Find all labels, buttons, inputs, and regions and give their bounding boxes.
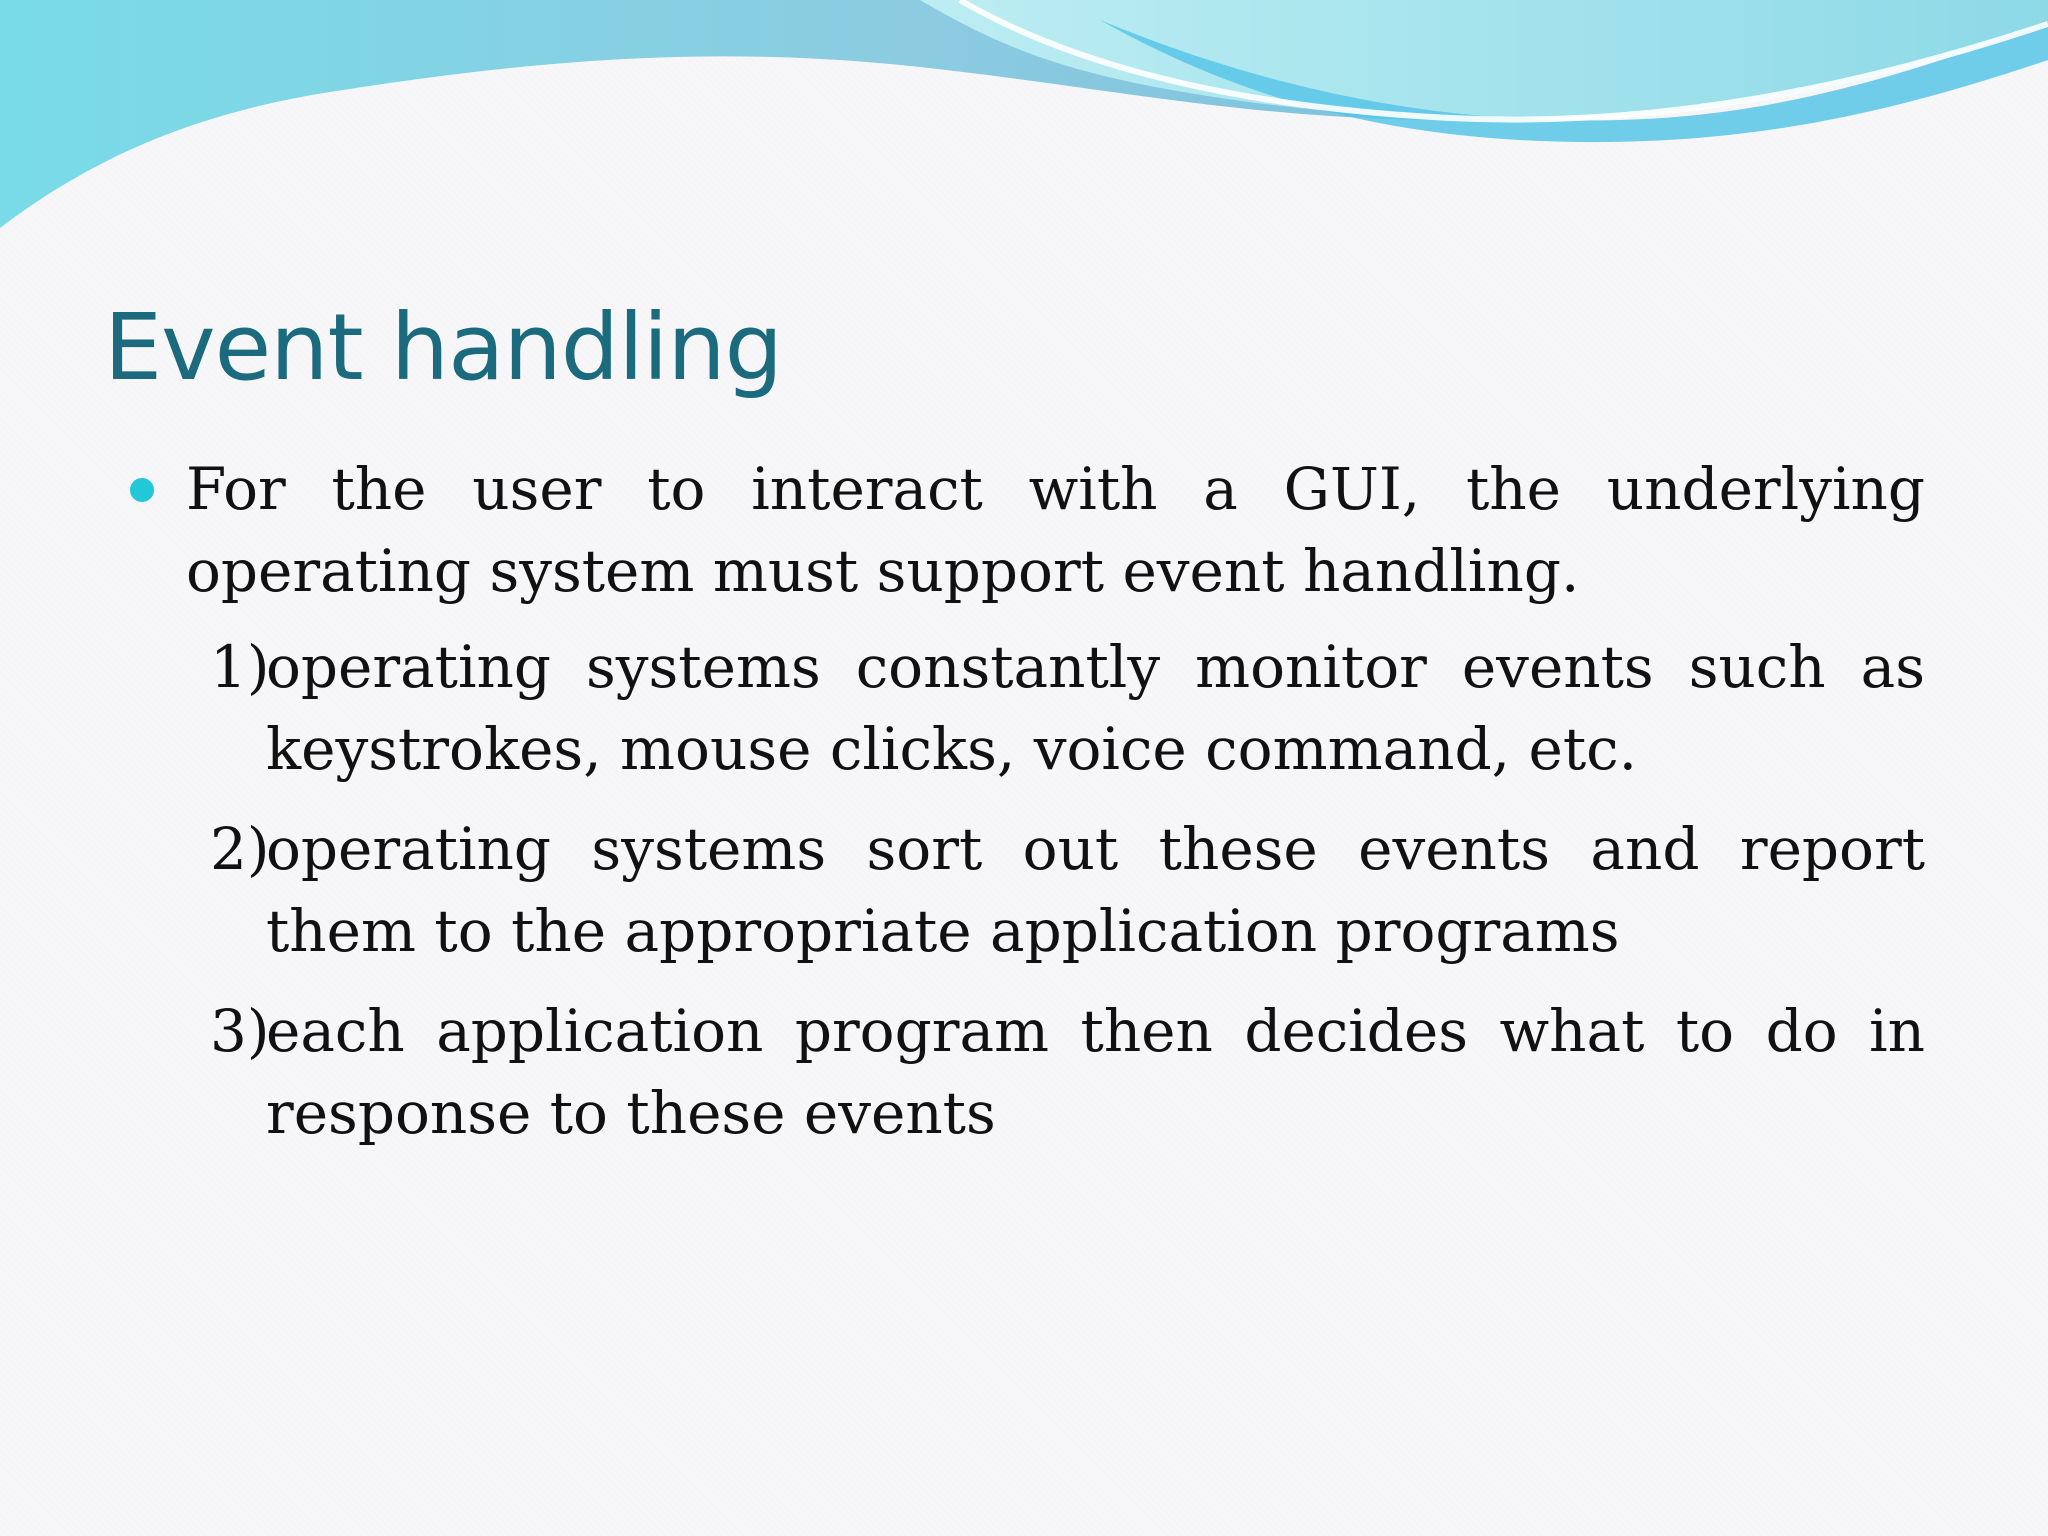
step-text: each application program then decides what to do in response to these events [266, 997, 1925, 1147]
step-number: 3) [210, 997, 270, 1065]
event-handling-steps [130, 626, 1925, 1154]
page-title: Event handling [104, 294, 783, 401]
main-bullet [130, 448, 1925, 612]
step-3 [130, 990, 1925, 1154]
step-1 [130, 626, 1925, 790]
step-text: operating systems constantly monitor events such as keystrokes, mouse clicks, voice command, etc. [266, 633, 1925, 783]
step-2 [130, 808, 1925, 972]
slide-content [130, 448, 1925, 1172]
cyan-circle-bullet-icon [130, 478, 154, 502]
step-number: 2) [210, 815, 270, 883]
step-number: 1) [210, 633, 270, 701]
main-bullet-text: For the user to interact with a GUI, the underlying operating system must support event handling. [186, 455, 1925, 605]
step-text: operating systems sort out these events and report them to the appropriate application programs [266, 815, 1925, 965]
wave-header-decoration [0, 0, 2048, 240]
